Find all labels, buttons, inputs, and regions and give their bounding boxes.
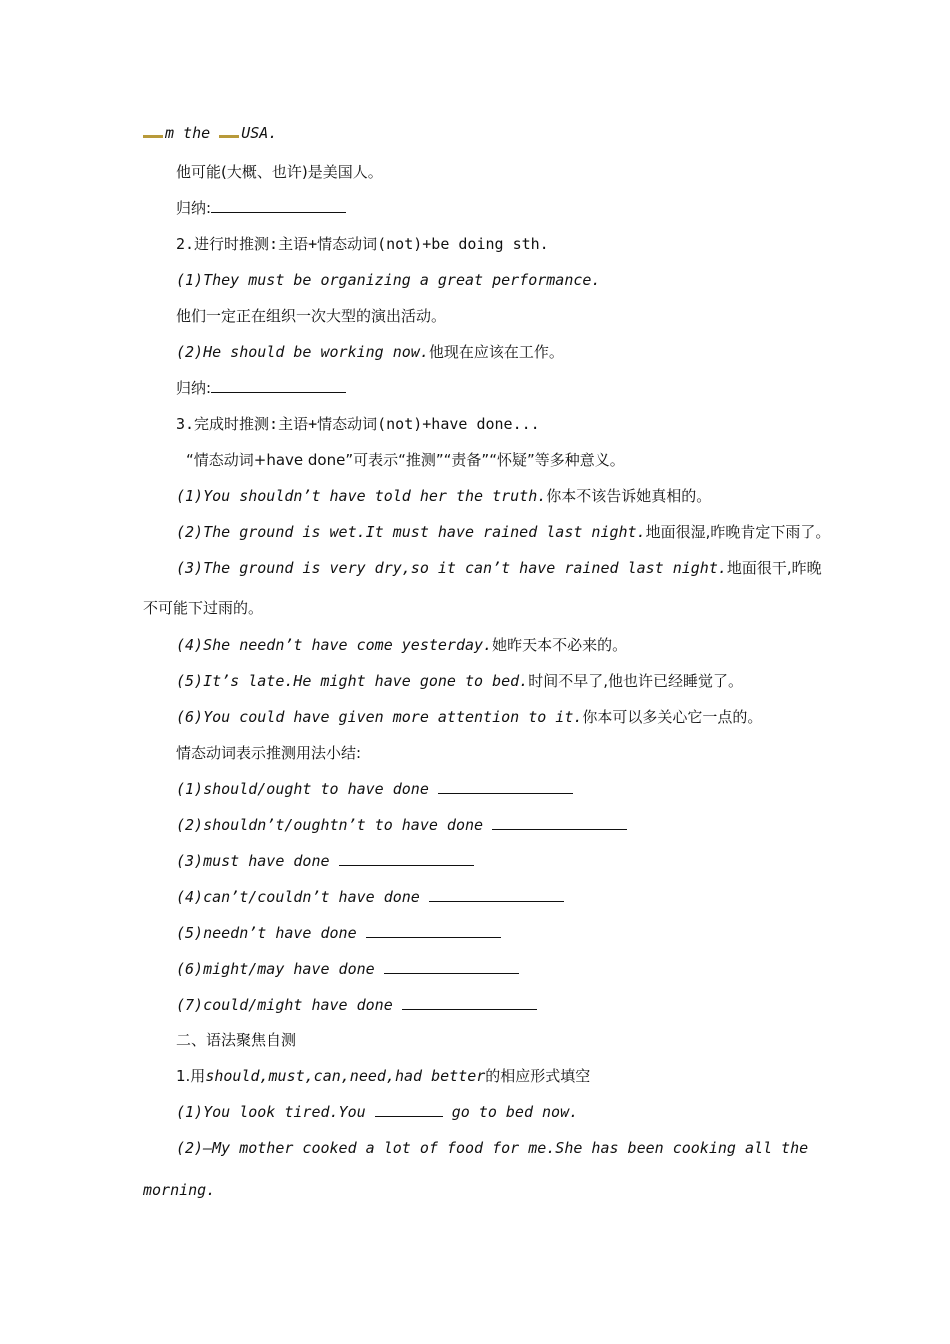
summary-line [176,378,346,398]
section-3-note: “情态动词+have done”可表示“推测”“责备”“怀疑”等多种意义。 [186,451,625,469]
example-en: (2)He should be working now. [176,343,429,361]
example-continuation: 不可能下过雨的。 [143,599,264,617]
highlight-mark [143,135,163,138]
example-cn: 你本可以多关心它一点的。 [582,708,763,726]
example-cn: 时间不早了,他也许已经睡觉了。 [528,672,743,690]
top-line [143,123,277,143]
example-cn: 地面很湿,昨晚肯定下雨了。 [645,523,831,541]
summary-item [176,815,627,835]
example-line [176,671,743,691]
answer-blank[interactable] [366,923,501,938]
summary-item-text: (5)needn’t have done [176,924,357,942]
example-line [176,635,627,655]
part-2-title: 二、语法聚焦自测 [176,1031,297,1049]
answer-blank[interactable] [429,887,564,902]
summary-item [176,959,519,979]
summary-item [176,779,573,799]
example-cn: 你本不该告诉她真相的。 [546,487,712,505]
summary-item [176,887,564,907]
summary-item [176,995,537,1015]
question-continuation: morning. [143,1181,216,1199]
question-item [176,1102,578,1122]
summary-item-text: (4)can’t/couldn’t have done [176,888,420,906]
summary-item-text: (6)might/may have done [176,960,375,978]
top-text-2: USA. [241,124,278,142]
q1-1-a: (1)You look tired.You [176,1103,366,1121]
example-line [176,522,830,542]
summary-line [176,198,346,218]
q1-title-c: 的相应形式填空 [485,1067,591,1085]
summary-item [176,851,474,871]
summary-item [176,923,501,943]
answer-blank[interactable] [375,1102,443,1117]
example-en: (6)You could have given more attention to it. [176,708,583,726]
translation-line: 他可能(大概、也许)是美国人。 [176,163,383,181]
summary-label: 归纳: [176,379,212,397]
answer-blank[interactable] [211,198,346,213]
summary-label: 归纳: [176,199,212,217]
example-en: (4)She needn’t have come yesterday. [176,636,493,654]
question-item: (2)—My mother cooked a lot of food for me.She has been cooking all the [176,1139,809,1157]
answer-blank[interactable] [339,851,474,866]
answer-blank[interactable] [211,378,346,393]
q1-title-a: 1.用 [176,1067,206,1085]
example-line [176,342,564,362]
example-line [176,707,762,727]
summary-item-text: (1)should/ought to have done [176,780,429,798]
answer-blank[interactable] [402,995,537,1010]
example-line [176,486,711,506]
example-en: (2)The ground is wet.It must have rained last night. [176,523,646,541]
summary-item-text: (3)must have done [176,852,330,870]
answer-blank[interactable] [384,959,519,974]
section-3-title: 3.完成时推测:主语+情态动词(not)+have done... [176,415,540,433]
example-cn: 地面很干,昨晚 [726,559,822,577]
example-en: (1)You shouldn’t have told her the truth. [176,487,547,505]
answer-blank[interactable] [438,779,573,794]
summary-item-text: (2)shouldn’t/oughtn’t to have done [176,816,484,834]
section-2-title: 2.进行时推测:主语+情态动词(not)+be doing sth. [176,235,549,253]
answer-blank[interactable] [492,815,627,830]
translation-line: 他们一定正在组织一次大型的演出活动。 [176,307,447,325]
summary-item-text: (7)could/might have done [176,996,393,1014]
question-1-title [176,1066,590,1086]
highlight-mark [219,135,239,138]
example-cn: 她昨天本不必来的。 [492,636,628,654]
example-en: (5)It’s late.He might have gone to bed. [176,672,529,690]
summary-heading: 情态动词表示推测用法小结: [176,744,362,762]
example-cn: 他现在应该在工作。 [428,343,564,361]
example-en: (3)The ground is very dry,so it can’t have rained last night. [176,559,727,577]
q1-title-b: should,must,can,need,had better [205,1067,486,1085]
q1-1-b: go to bed now. [451,1103,579,1121]
example-line [176,558,822,578]
top-text-1: m the [165,124,220,142]
example-line: (1)They must be organizing a great performance. [176,271,601,289]
